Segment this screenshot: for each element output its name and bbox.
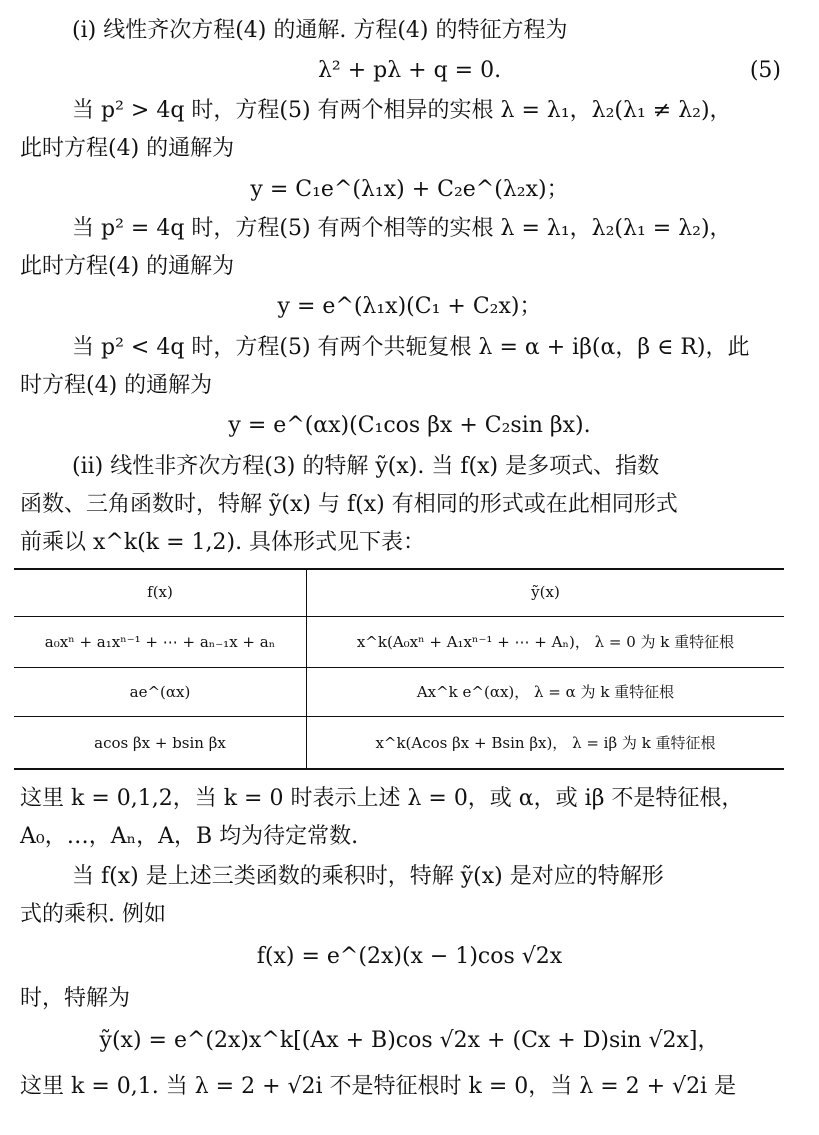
case-complex-roots: 当 p² < 4q 时，方程(5) 有两个共轭复根 λ = α + iβ(α，β ∈ R)，此 xyxy=(72,335,750,360)
particular-solution-table xyxy=(14,568,784,770)
table-row-rule xyxy=(14,716,784,717)
example-intro: 时，特解为 xyxy=(20,986,131,1011)
case-distinct-roots-cont: 此时方程(4) 的通解为 xyxy=(20,136,235,161)
table-row-trig-solution: x^k(Acos βx + Bsin βx)， λ = iβ 为 k 重特征根 xyxy=(375,734,716,752)
para-ii-cont-2: 前乘以 x^k(k = 1,2). 具体形式见下表： xyxy=(20,530,426,555)
para-ii-intro: (ii) 线性非齐次方程(3) 的特解 ỹ(x). 当 f(x) 是多项式、指数 xyxy=(72,454,660,479)
table-bottom-rule xyxy=(14,768,784,770)
table-header-fx: f(x) xyxy=(147,583,173,601)
table-row-polynomial-solution: x^k(A₀xⁿ + A₁xⁿ⁻¹ + ⋯ + Aₙ)， λ = 0 为 k 重特征根 xyxy=(356,633,735,651)
case-equal-roots: 当 p² = 4q 时，方程(5) 有两个相等的实根 λ = λ₁，λ₂(λ₁ = λ₂)， xyxy=(72,216,732,241)
para-i-intro: (i) 线性齐次方程(4) 的通解. 方程(4) 的特征方程为 xyxy=(72,18,568,43)
equation-5: λ² + pλ + q = 0. xyxy=(317,58,502,83)
note-constants: A₀，…，Aₙ，A，B 均为待定常数. xyxy=(20,824,359,849)
solution-complex: y = e^(αx)(C₁cos βx + C₂sin βx). xyxy=(228,413,591,438)
table-row-exponential-fx: ae^(αx) xyxy=(129,683,191,701)
case-equal-roots-cont: 此时方程(4) 的通解为 xyxy=(20,254,235,279)
product-rule-cont: 式的乘积. 例如 xyxy=(20,902,166,927)
case-distinct-roots: 当 p² > 4q 时，方程(5) 有两个相异的实根 λ = λ₁，λ₂(λ₁ ≠ λ₂)， xyxy=(72,98,732,123)
solution-equal: y = e^(λ₁x)(C₁ + C₂x)； xyxy=(277,294,542,319)
table-row-trig-fx: acos βx + bsin βx xyxy=(94,734,226,752)
table-row-exponential-solution: Ax^k e^(αx)， λ = α 为 k 重特征根 xyxy=(416,683,675,701)
table-row-rule xyxy=(14,667,784,668)
example-fx: f(x) = e^(2x)(x − 1)cos √2x xyxy=(256,944,563,969)
note-k-values: 这里 k = 0,1,2，当 k = 0 时表示上述 λ = 0，或 α，或 iβ 不是特征根， xyxy=(20,786,744,811)
example-k-note: 这里 k = 0,1. 当 λ = 2 + √2i 不是特征根时 k = 0，当 λ = 2 + √2i 是 xyxy=(20,1074,737,1099)
solution-distinct: y = C₁e^(λ₁x) + C₂e^(λ₂x)； xyxy=(250,177,569,202)
case-complex-roots-cont: 时方程(4) 的通解为 xyxy=(20,373,213,398)
para-ii-cont-1: 函数、三角函数时，特解 ỹ(x) 与 f(x) 有相同的形式或在此相同形式 xyxy=(20,492,678,517)
example-solution: ỹ(x) = e^(2x)x^k[(Ax + B)cos √2x + (Cx + D)sin √2x]， xyxy=(99,1028,720,1053)
table-header-ytilde: ỹ(x) xyxy=(531,583,560,601)
table-row-rule xyxy=(14,616,784,617)
product-rule-para: 当 f(x) 是上述三类函数的乘积时，特解 ỹ(x) 是对应的特解形 xyxy=(72,864,664,889)
table-row-polynomial-fx: a₀xⁿ + a₁xⁿ⁻¹ + ⋯ + aₙ₋₁x + aₙ xyxy=(44,633,276,651)
table-top-rule xyxy=(14,568,784,570)
equation-5-tag: (5) xyxy=(749,58,781,83)
